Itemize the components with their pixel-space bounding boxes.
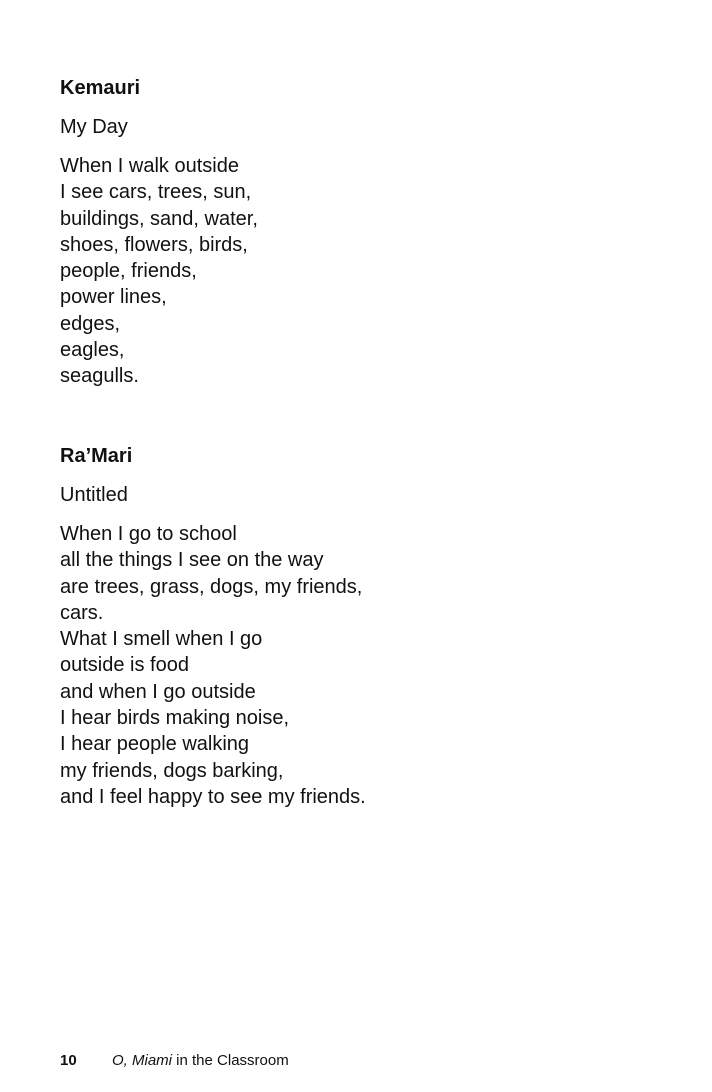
poem-title: Untitled — [60, 484, 128, 506]
poem-line: outside is food — [60, 654, 189, 677]
page-number: 10 — [60, 1052, 77, 1069]
poem-title: My Day — [60, 116, 128, 138]
page-footer — [60, 1051, 289, 1071]
poem-line: buildings, sand, water, — [60, 207, 258, 230]
poem-line: are trees, grass, dogs, my friends, — [60, 575, 363, 598]
publication-title-italic: O, Miami — [112, 1052, 172, 1069]
poem-line: and I feel happy to see my friends. — [60, 785, 366, 808]
poem-line: I see cars, trees, sun, — [60, 181, 252, 204]
poem-line: cars. — [60, 601, 104, 624]
poem-line: What I smell when I go — [60, 628, 263, 651]
poem-line: my friends, dogs barking, — [60, 759, 284, 782]
publication-title-rest: in the Classroom — [172, 1052, 289, 1069]
poem-line: edges, — [60, 312, 121, 335]
poem-line: I hear people walking — [60, 733, 250, 756]
poem-ramari — [60, 443, 660, 810]
poem-line: When I walk outside — [60, 155, 239, 177]
poem-line: and when I go outside — [60, 680, 256, 703]
poem-line: shoes, flowers, birds, — [60, 233, 248, 256]
poem-line: all the things I see on the way — [60, 549, 324, 572]
poem-line: eagles, — [60, 339, 125, 362]
poem-author: Ra’Mari — [60, 445, 133, 467]
poem-line: power lines, — [60, 286, 167, 309]
poem-line: When I go to school — [60, 523, 237, 545]
poem-author: Kemauri — [60, 77, 141, 99]
poem-lines — [60, 521, 660, 810]
poem-lines — [60, 153, 660, 390]
poem-line: seagulls. — [60, 365, 139, 388]
poem-kemauri — [60, 75, 660, 390]
poem-line: people, friends, — [60, 260, 197, 283]
poem-line: I hear birds making noise, — [60, 707, 290, 730]
